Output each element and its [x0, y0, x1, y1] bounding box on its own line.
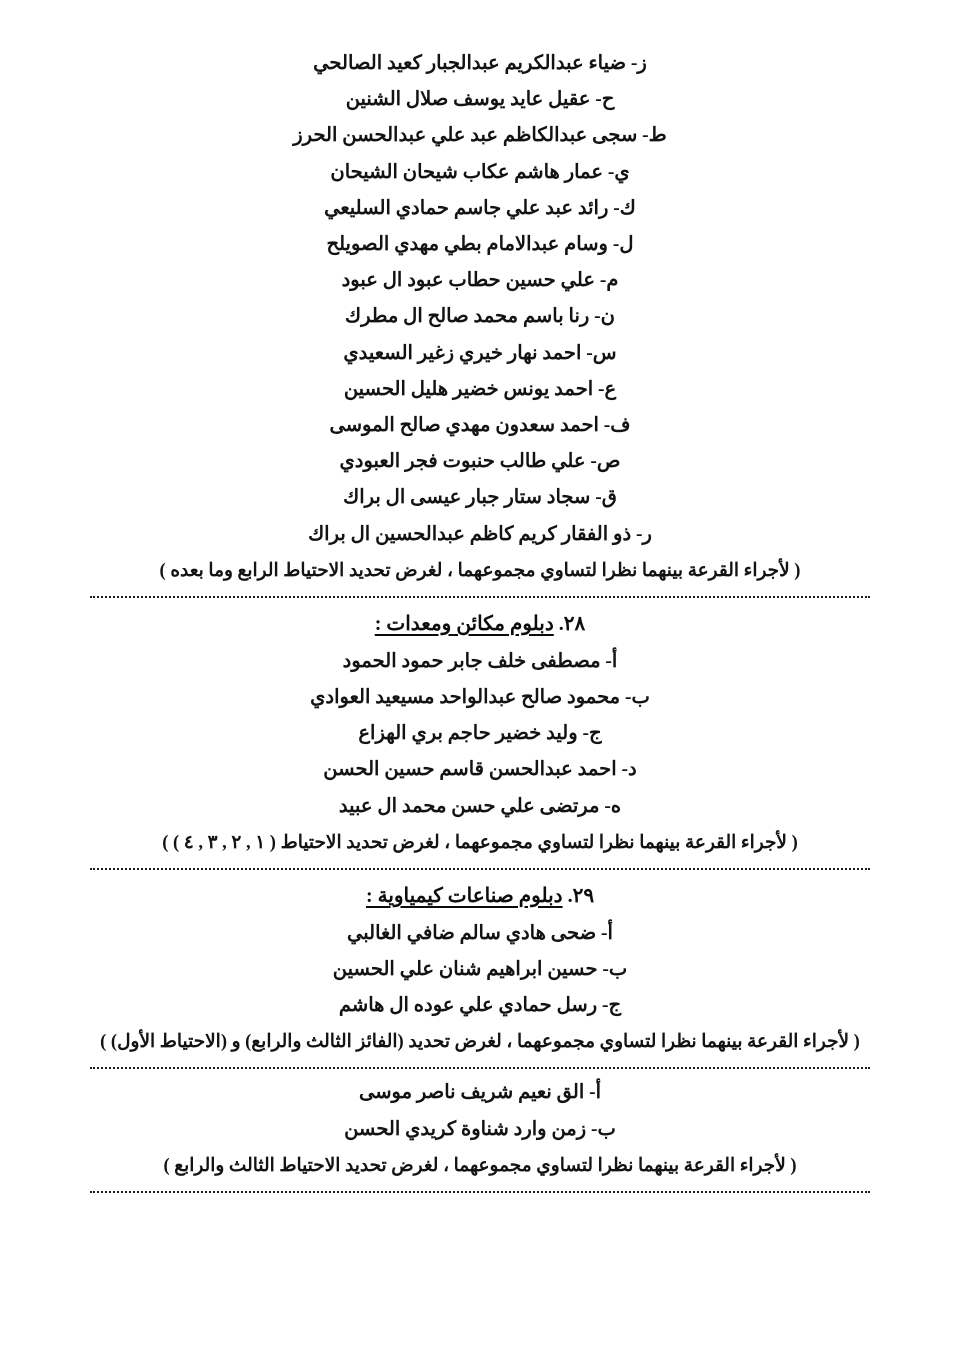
list-item: ب- حسين ابراهيم شنان علي الحسين	[332, 959, 628, 981]
list-item: ع- احمد يونس خضير هليل الحسين	[343, 378, 617, 400]
section-separator	[90, 868, 870, 870]
section-29-block	[90, 876, 870, 1061]
list-item: ح- عقيل عايد يوسف صلال الشنين	[345, 89, 615, 111]
list-item: ط- سجى عبدالكاظم عبد علي عبدالحسن الحرز	[293, 125, 667, 147]
list-item: ص- علي طالب حنبوت فجر العبودي	[339, 451, 621, 473]
list-item: ق- سجاد ستار جبار عيسى ال براك	[343, 487, 617, 509]
list-item: ك- رائد عبد علي جاسم حمادي السليعي	[324, 197, 636, 219]
list-item: م- علي حسين حطاب عبود ال عبود	[341, 270, 619, 292]
section-separator	[90, 596, 870, 598]
list-item: أ- ضحى هادي سالم ضافي الغالبي	[347, 922, 613, 944]
section-28-number-dot: .	[558, 612, 564, 635]
lottery-note: ( لأجراء القرعة بينهما نظرا لتساوي مجموعهما ، لغرض تحديد الاحتياط الثالث والرابع )	[163, 1155, 797, 1176]
section-separator	[90, 1191, 870, 1193]
section-28-title: دبلوم مكائن ومعدات :	[374, 612, 554, 635]
section-28-block	[90, 604, 870, 861]
section-29-title: دبلوم صناعات كيمياوية :	[365, 884, 563, 907]
list-item: أ- الق نعيم شريف ناصر موسى	[358, 1082, 602, 1104]
list-item: ج- رسل حمادي علي عوده ال هاشم	[338, 995, 622, 1017]
list-item: ب- زمن وارد شناوة كريدي الحسن	[344, 1118, 616, 1140]
list-item: ل- وسام عبدالامام بطي مهدي الصويلح	[326, 234, 634, 256]
list-item: ي- عمار هاشم عكاب شيحان الشيحان	[330, 161, 630, 183]
list-item: س- احمد نهار خيري زغير السعيدي	[343, 342, 617, 364]
list-item: ب- محمود صالح عبدالواحد مسيعيد العوادي	[310, 687, 650, 709]
lottery-note: ( لأجراء القرعة بينهما نظرا لتساوي مجموعهما ، لغرض تحديد الاحتياط الرابع وما بعده )	[159, 560, 801, 581]
list-item: د- احمد عبدالحسن قاسم حسين الحسن	[323, 759, 637, 781]
section-29-number-dot: .	[567, 884, 573, 907]
section-28-number: ٢٨	[563, 612, 586, 635]
list-item: ز- ضياء عبدالكريم عبدالجبار كعيد الصالحي	[313, 53, 647, 74]
section-29-heading	[90, 876, 870, 916]
section-29-number: ٢٩	[572, 884, 595, 907]
section-28-heading	[90, 604, 870, 644]
list-item: أ- مصطفى خلف جابر حمود الحمود	[342, 650, 618, 672]
list-item: ج- وليد خضير حاجم بري الهزاع	[358, 723, 602, 745]
lottery-note: ( لأجراء القرعة بينهما نظرا لتساوي مجموعهما ، لغرض تحديد الاحتياط ( ١ , ٢ , ٣ , ٤ ) )	[162, 832, 798, 853]
list-item: ف- احمد سعدون مهدي صالح الموسى	[329, 415, 631, 437]
list-item: ه- مرتضى علي حسن محمد ال عبيد	[338, 795, 622, 817]
final-group-block	[90, 1075, 870, 1183]
section-separator	[90, 1067, 870, 1069]
continued-list-block	[90, 46, 870, 589]
lottery-note: ( لأجراء القرعة بينهما نظرا لتساوي مجموعهما ، لغرض تحديد (الفائز الثالث والرابع) و (الاحتياط الأول) )	[100, 1032, 860, 1053]
list-item: ر- ذو الفقار كريم كاظم عبدالحسين ال براك	[308, 523, 652, 545]
list-item: ن- رنا باسم محمد صالح ال مطرك	[345, 306, 615, 328]
